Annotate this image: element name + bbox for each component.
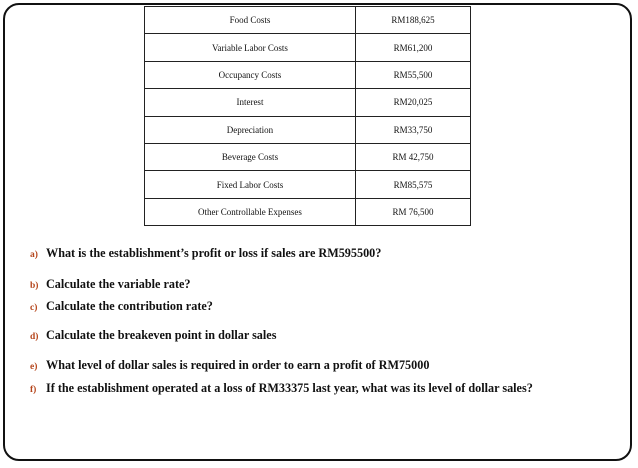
table-row — [145, 7, 471, 34]
cost-value-cell: RM20,025 — [355, 89, 470, 116]
cost-label-cell: Other Controllable Expenses — [145, 198, 356, 225]
question-text: What level of dollar sales is required in order to earn a profit of RM75000 — [46, 358, 430, 372]
table-row — [145, 116, 471, 143]
question-letter: b) — [30, 281, 39, 291]
cost-value-cell: RM61,200 — [355, 34, 470, 61]
cost-label-cell: Interest — [145, 89, 356, 116]
cost-value-cell: RM188,625 — [355, 7, 470, 34]
question-a — [30, 246, 381, 261]
question-f — [30, 381, 533, 396]
question-e — [30, 358, 429, 373]
question-text: Calculate the breakeven point in dollar sales — [46, 328, 277, 342]
question-d — [30, 328, 276, 343]
question-letter: e) — [30, 362, 38, 372]
cost-label-cell: Depreciation — [145, 116, 356, 143]
question-text: Calculate the contribution rate? — [46, 299, 213, 313]
table-row — [145, 171, 471, 198]
cost-value-cell: RM85,575 — [355, 171, 470, 198]
cost-value-cell: RM33,750 — [355, 116, 470, 143]
cost-value-cell: RM 42,750 — [355, 143, 470, 170]
cost-label-cell: Beverage Costs — [145, 143, 356, 170]
question-b — [30, 277, 191, 292]
cost-value-cell: RM55,500 — [355, 61, 470, 88]
cost-table — [144, 6, 471, 226]
question-text: Calculate the variable rate? — [46, 277, 191, 291]
cost-value-cell: RM 76,500 — [355, 198, 470, 225]
table-row — [145, 89, 471, 116]
question-letter: c) — [30, 303, 38, 313]
question-letter: f) — [30, 385, 37, 395]
question-letter: d) — [30, 332, 39, 342]
cost-label-cell: Food Costs — [145, 7, 356, 34]
cost-label-cell: Variable Labor Costs — [145, 34, 356, 61]
question-text: If the establishment operated at a loss of RM33375 last year, what was its level of dollar sales? — [46, 381, 533, 395]
cost-label-cell: Occupancy Costs — [145, 61, 356, 88]
table-row — [145, 61, 471, 88]
question-text: What is the establishment’s profit or loss if sales are RM595500? — [46, 246, 382, 260]
table-row — [145, 198, 471, 225]
question-c — [30, 299, 213, 314]
table-row — [145, 143, 471, 170]
cost-label-cell: Fixed Labor Costs — [145, 171, 356, 198]
table-row — [145, 34, 471, 61]
question-letter: a) — [30, 250, 38, 260]
